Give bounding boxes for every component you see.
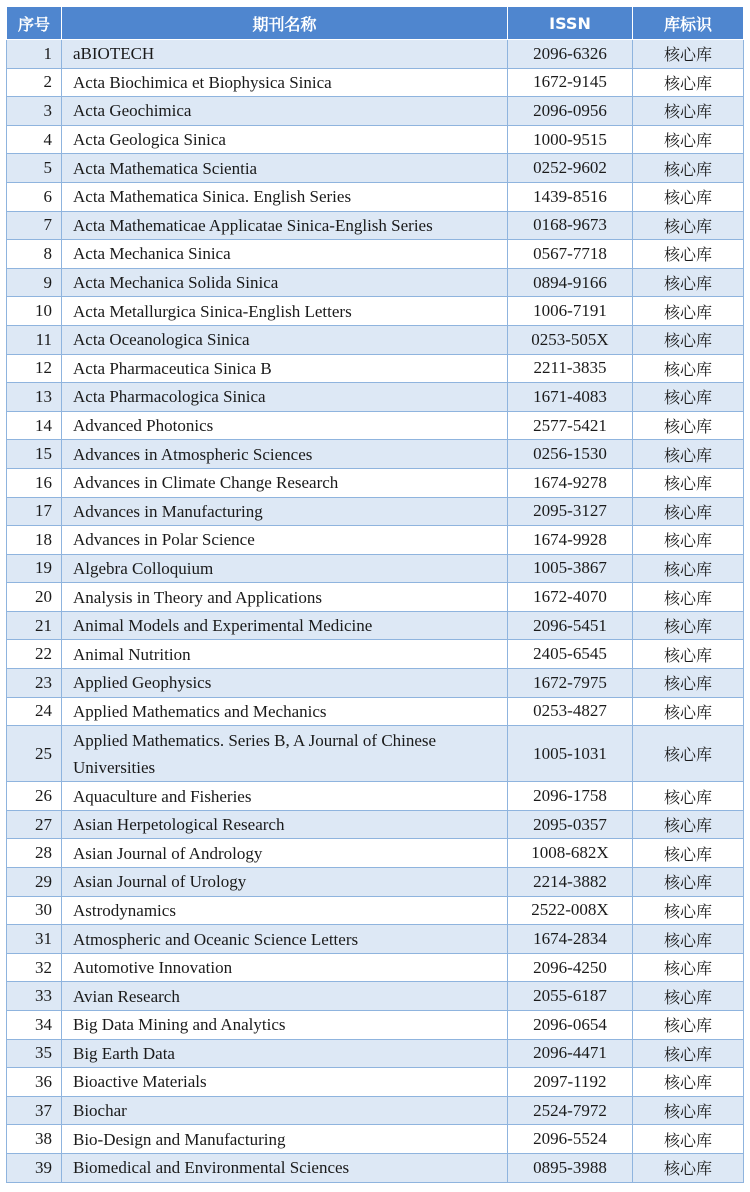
row-issn: 1439-8516 xyxy=(508,182,633,211)
row-journal-name: Acta Mathematica Sinica. English Series xyxy=(62,182,508,211)
row-library-tag: 核心库 xyxy=(633,782,744,811)
row-library-tag: 核心库 xyxy=(633,925,744,954)
row-issn: 2096-6326 xyxy=(508,40,633,69)
table-row xyxy=(7,240,744,269)
row-serial-number: 10 xyxy=(7,297,62,326)
row-journal-name: Acta Mathematica Scientia xyxy=(62,154,508,183)
table-body xyxy=(7,40,744,1183)
row-journal-name: Big Earth Data xyxy=(62,1039,508,1068)
row-serial-number: 24 xyxy=(7,697,62,726)
row-serial-number: 31 xyxy=(7,925,62,954)
row-journal-name: Acta Mathematicae Applicatae Sinica-English Series xyxy=(62,211,508,240)
table-row xyxy=(7,554,744,583)
table-row xyxy=(7,411,744,440)
row-serial-number: 7 xyxy=(7,211,62,240)
row-journal-name: Acta Pharmacologica Sinica xyxy=(62,383,508,412)
table-row xyxy=(7,40,744,69)
table-row xyxy=(7,497,744,526)
header-serial-number: 序号 xyxy=(7,7,62,40)
table-row xyxy=(7,697,744,726)
row-journal-name: Applied Mathematics. Series B, A Journal of Chinese Universities xyxy=(62,726,508,782)
row-serial-number: 37 xyxy=(7,1096,62,1125)
row-serial-number: 12 xyxy=(7,354,62,383)
row-issn: 2095-0357 xyxy=(508,810,633,839)
table-row xyxy=(7,896,744,925)
row-serial-number: 16 xyxy=(7,468,62,497)
table-row xyxy=(7,211,744,240)
row-journal-name: aBIOTECH xyxy=(62,40,508,69)
row-issn: 0253-4827 xyxy=(508,697,633,726)
row-journal-name: Asian Herpetological Research xyxy=(62,810,508,839)
row-issn: 2524-7972 xyxy=(508,1096,633,1125)
row-library-tag: 核心库 xyxy=(633,839,744,868)
row-issn: 2405-6545 xyxy=(508,640,633,669)
row-serial-number: 2 xyxy=(7,68,62,97)
row-library-tag: 核心库 xyxy=(633,611,744,640)
header-journal-name: 期刊名称 xyxy=(62,7,508,40)
row-journal-name: Advances in Manufacturing xyxy=(62,497,508,526)
row-serial-number: 28 xyxy=(7,839,62,868)
row-library-tag: 核心库 xyxy=(633,411,744,440)
row-library-tag: 核心库 xyxy=(633,982,744,1011)
table-row xyxy=(7,1039,744,1068)
table-row xyxy=(7,1096,744,1125)
row-journal-name: Big Data Mining and Analytics xyxy=(62,1011,508,1040)
row-issn: 2096-0956 xyxy=(508,97,633,126)
table-row xyxy=(7,810,744,839)
row-serial-number: 19 xyxy=(7,554,62,583)
table-row xyxy=(7,839,744,868)
row-library-tag: 核心库 xyxy=(633,726,744,782)
row-journal-name: Bioactive Materials xyxy=(62,1068,508,1097)
row-serial-number: 8 xyxy=(7,240,62,269)
row-serial-number: 25 xyxy=(7,726,62,782)
row-issn: 0894-9166 xyxy=(508,268,633,297)
row-library-tag: 核心库 xyxy=(633,240,744,269)
row-library-tag: 核心库 xyxy=(633,211,744,240)
row-issn: 2096-1758 xyxy=(508,782,633,811)
row-journal-name: Analysis in Theory and Applications xyxy=(62,583,508,612)
row-serial-number: 20 xyxy=(7,583,62,612)
row-issn: 0252-9602 xyxy=(508,154,633,183)
row-journal-name: Advances in Climate Change Research xyxy=(62,468,508,497)
row-serial-number: 33 xyxy=(7,982,62,1011)
row-journal-name: Advances in Atmospheric Sciences xyxy=(62,440,508,469)
row-library-tag: 核心库 xyxy=(633,554,744,583)
row-serial-number: 30 xyxy=(7,896,62,925)
table-row xyxy=(7,1068,744,1097)
row-library-tag: 核心库 xyxy=(633,268,744,297)
row-library-tag: 核心库 xyxy=(633,97,744,126)
row-journal-name: Acta Mechanica Sinica xyxy=(62,240,508,269)
table-row xyxy=(7,68,744,97)
table-row xyxy=(7,925,744,954)
row-library-tag: 核心库 xyxy=(633,497,744,526)
row-serial-number: 13 xyxy=(7,383,62,412)
row-issn: 2096-4250 xyxy=(508,953,633,982)
row-library-tag: 核心库 xyxy=(633,40,744,69)
row-serial-number: 38 xyxy=(7,1125,62,1154)
row-issn: 1674-9278 xyxy=(508,468,633,497)
row-library-tag: 核心库 xyxy=(633,640,744,669)
table-row xyxy=(7,440,744,469)
row-issn: 0895-3988 xyxy=(508,1153,633,1182)
journal-table xyxy=(6,6,744,1183)
row-library-tag: 核心库 xyxy=(633,953,744,982)
row-issn: 1674-2834 xyxy=(508,925,633,954)
row-journal-name: Acta Metallurgica Sinica-English Letters xyxy=(62,297,508,326)
row-issn: 0168-9673 xyxy=(508,211,633,240)
row-journal-name: Acta Biochimica et Biophysica Sinica xyxy=(62,68,508,97)
row-journal-name: Applied Geophysics xyxy=(62,669,508,698)
row-library-tag: 核心库 xyxy=(633,297,744,326)
row-journal-name: Automotive Innovation xyxy=(62,953,508,982)
row-journal-name: Acta Mechanica Solida Sinica xyxy=(62,268,508,297)
row-library-tag: 核心库 xyxy=(633,440,744,469)
row-serial-number: 29 xyxy=(7,868,62,897)
table-row xyxy=(7,669,744,698)
row-issn: 0256-1530 xyxy=(508,440,633,469)
table-row xyxy=(7,154,744,183)
row-journal-name: Algebra Colloquium xyxy=(62,554,508,583)
row-journal-name: Astrodynamics xyxy=(62,896,508,925)
row-library-tag: 核心库 xyxy=(633,383,744,412)
table-row xyxy=(7,1125,744,1154)
row-issn: 1674-9928 xyxy=(508,526,633,555)
table-header xyxy=(7,7,744,40)
row-issn: 2096-4471 xyxy=(508,1039,633,1068)
row-issn: 2522-008X xyxy=(508,896,633,925)
row-library-tag: 核心库 xyxy=(633,697,744,726)
row-issn: 2096-5524 xyxy=(508,1125,633,1154)
row-library-tag: 核心库 xyxy=(633,354,744,383)
row-serial-number: 1 xyxy=(7,40,62,69)
row-journal-name: Acta Pharmaceutica Sinica B xyxy=(62,354,508,383)
table-row xyxy=(7,868,744,897)
row-journal-name: Asian Journal of Andrology xyxy=(62,839,508,868)
row-issn: 1008-682X xyxy=(508,839,633,868)
row-issn: 2211-3835 xyxy=(508,354,633,383)
row-journal-name: Animal Models and Experimental Medicine xyxy=(62,611,508,640)
table-row xyxy=(7,325,744,354)
table-row xyxy=(7,726,744,782)
row-issn: 2096-0654 xyxy=(508,1011,633,1040)
header-issn: ISSN xyxy=(508,7,633,40)
table-row xyxy=(7,583,744,612)
table-row xyxy=(7,953,744,982)
table-row xyxy=(7,640,744,669)
row-library-tag: 核心库 xyxy=(633,896,744,925)
row-journal-name: Aquaculture and Fisheries xyxy=(62,782,508,811)
row-serial-number: 36 xyxy=(7,1068,62,1097)
row-serial-number: 6 xyxy=(7,182,62,211)
row-issn: 2095-3127 xyxy=(508,497,633,526)
table-row xyxy=(7,268,744,297)
row-issn: 2097-1192 xyxy=(508,1068,633,1097)
row-serial-number: 32 xyxy=(7,953,62,982)
row-library-tag: 核心库 xyxy=(633,125,744,154)
row-issn: 0567-7718 xyxy=(508,240,633,269)
table-row xyxy=(7,354,744,383)
row-serial-number: 18 xyxy=(7,526,62,555)
row-library-tag: 核心库 xyxy=(633,68,744,97)
row-library-tag: 核心库 xyxy=(633,810,744,839)
row-issn: 2055-6187 xyxy=(508,982,633,1011)
row-serial-number: 34 xyxy=(7,1011,62,1040)
row-issn: 1005-3867 xyxy=(508,554,633,583)
row-journal-name: Advances in Polar Science xyxy=(62,526,508,555)
row-journal-name: Advanced Photonics xyxy=(62,411,508,440)
table-row xyxy=(7,97,744,126)
row-issn: 1005-1031 xyxy=(508,726,633,782)
row-library-tag: 核心库 xyxy=(633,468,744,497)
table-row xyxy=(7,297,744,326)
row-library-tag: 核心库 xyxy=(633,1011,744,1040)
header-row xyxy=(7,7,744,40)
table-row xyxy=(7,611,744,640)
table-row xyxy=(7,182,744,211)
row-serial-number: 22 xyxy=(7,640,62,669)
row-issn: 1006-7191 xyxy=(508,297,633,326)
table-row xyxy=(7,782,744,811)
row-library-tag: 核心库 xyxy=(633,526,744,555)
table-row xyxy=(7,526,744,555)
table-row xyxy=(7,1011,744,1040)
row-serial-number: 15 xyxy=(7,440,62,469)
row-journal-name: Animal Nutrition xyxy=(62,640,508,669)
row-library-tag: 核心库 xyxy=(633,583,744,612)
row-journal-name: Bio-Design and Manufacturing xyxy=(62,1125,508,1154)
row-library-tag: 核心库 xyxy=(633,1153,744,1182)
row-issn: 2214-3882 xyxy=(508,868,633,897)
table-row xyxy=(7,383,744,412)
row-library-tag: 核心库 xyxy=(633,1096,744,1125)
row-journal-name: Acta Oceanologica Sinica xyxy=(62,325,508,354)
row-issn: 0253-505X xyxy=(508,325,633,354)
header-library-tag: 库标识 xyxy=(633,7,744,40)
row-issn: 1671-4083 xyxy=(508,383,633,412)
table-row xyxy=(7,125,744,154)
row-serial-number: 26 xyxy=(7,782,62,811)
row-issn: 2577-5421 xyxy=(508,411,633,440)
row-library-tag: 核心库 xyxy=(633,1068,744,1097)
row-serial-number: 11 xyxy=(7,325,62,354)
row-serial-number: 23 xyxy=(7,669,62,698)
row-library-tag: 核心库 xyxy=(633,325,744,354)
row-serial-number: 14 xyxy=(7,411,62,440)
row-journal-name: Biomedical and Environmental Sciences xyxy=(62,1153,508,1182)
row-issn: 1000-9515 xyxy=(508,125,633,154)
row-library-tag: 核心库 xyxy=(633,868,744,897)
row-issn: 2096-5451 xyxy=(508,611,633,640)
row-journal-name: Acta Geologica Sinica xyxy=(62,125,508,154)
table-row xyxy=(7,468,744,497)
row-serial-number: 9 xyxy=(7,268,62,297)
row-serial-number: 5 xyxy=(7,154,62,183)
table-row xyxy=(7,982,744,1011)
row-journal-name: Applied Mathematics and Mechanics xyxy=(62,697,508,726)
row-issn: 1672-9145 xyxy=(508,68,633,97)
row-journal-name: Asian Journal of Urology xyxy=(62,868,508,897)
row-journal-name: Atmospheric and Oceanic Science Letters xyxy=(62,925,508,954)
row-journal-name: Biochar xyxy=(62,1096,508,1125)
row-library-tag: 核心库 xyxy=(633,182,744,211)
row-serial-number: 17 xyxy=(7,497,62,526)
row-library-tag: 核心库 xyxy=(633,1125,744,1154)
row-journal-name: Avian Research xyxy=(62,982,508,1011)
row-library-tag: 核心库 xyxy=(633,669,744,698)
row-serial-number: 21 xyxy=(7,611,62,640)
row-serial-number: 4 xyxy=(7,125,62,154)
row-library-tag: 核心库 xyxy=(633,154,744,183)
row-journal-name: Acta Geochimica xyxy=(62,97,508,126)
row-serial-number: 39 xyxy=(7,1153,62,1182)
row-issn: 1672-7975 xyxy=(508,669,633,698)
row-serial-number: 35 xyxy=(7,1039,62,1068)
row-issn: 1672-4070 xyxy=(508,583,633,612)
table-row xyxy=(7,1153,744,1182)
row-serial-number: 3 xyxy=(7,97,62,126)
row-serial-number: 27 xyxy=(7,810,62,839)
row-library-tag: 核心库 xyxy=(633,1039,744,1068)
